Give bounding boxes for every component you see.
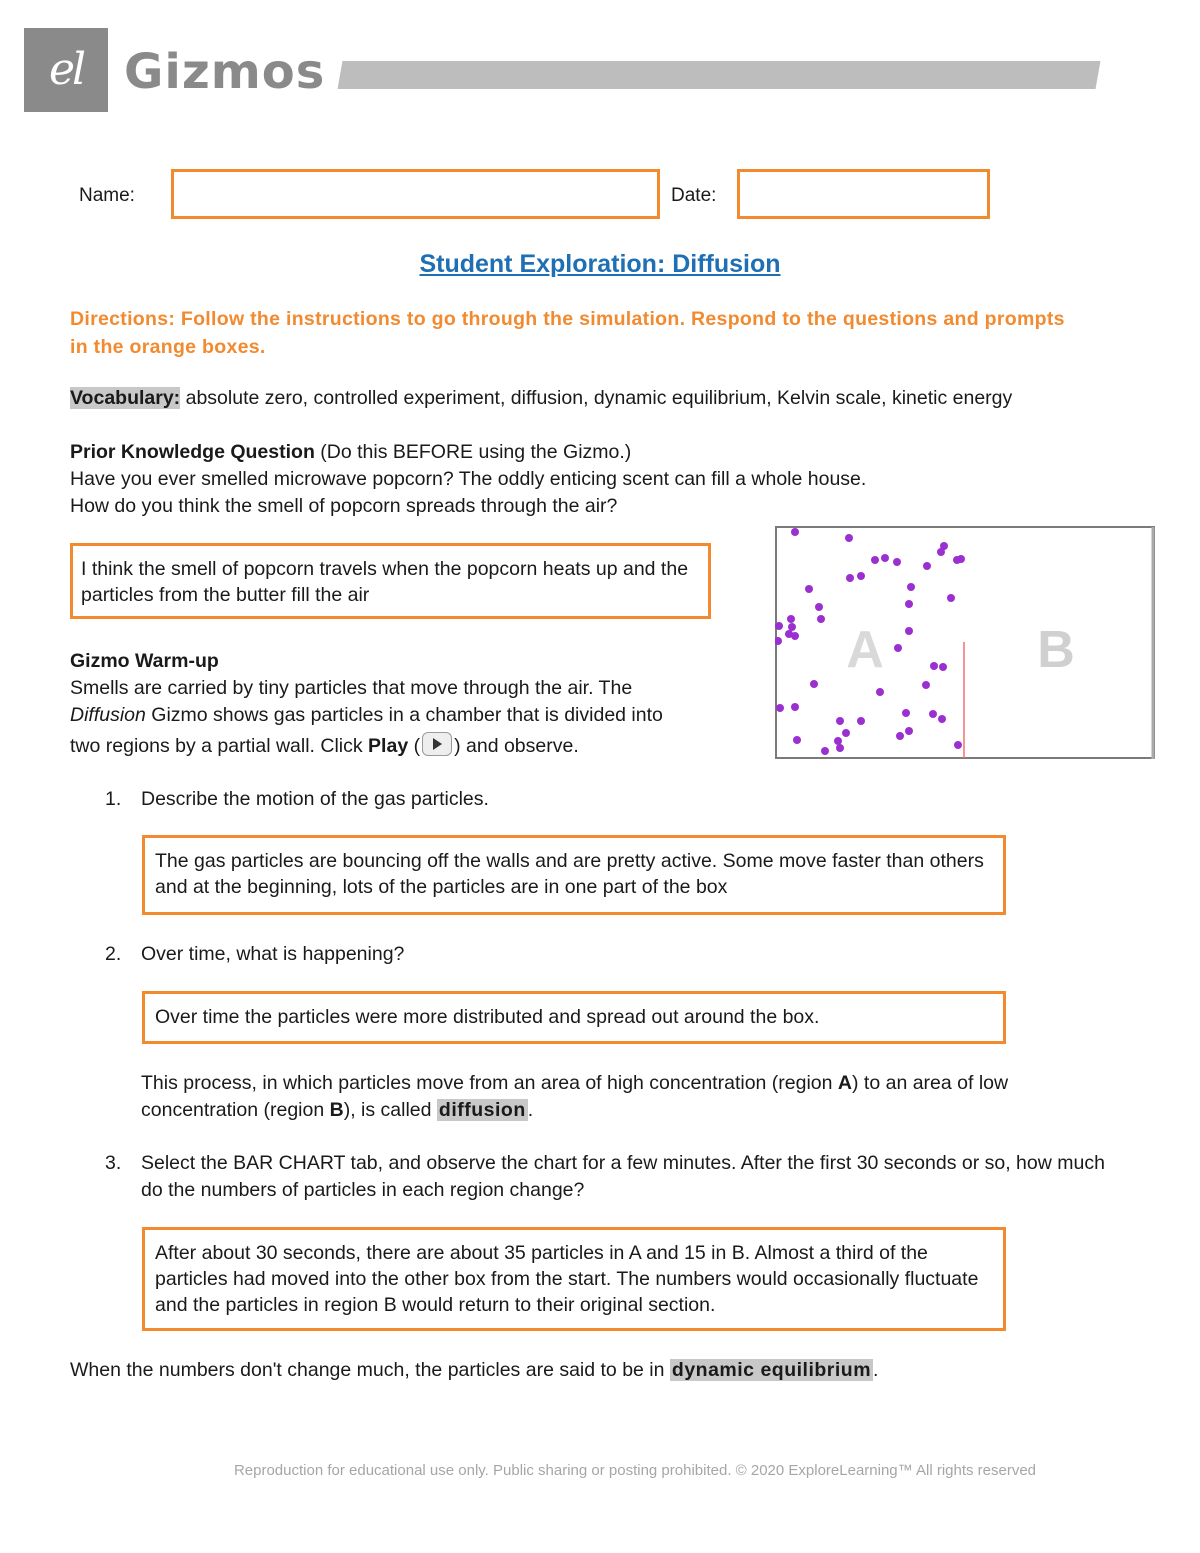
gas-particle: [905, 627, 913, 635]
gas-particle: [905, 600, 913, 608]
vocabulary: [70, 385, 1150, 412]
question-2-answer[interactable]: Over time the particles were more distributed and spread out around the box.: [142, 991, 1006, 1044]
warmup-line2: [70, 702, 750, 729]
gas-particle: [905, 727, 913, 735]
gas-particle: [791, 703, 799, 711]
diffusion-term: diffusion: [438, 1099, 526, 1121]
warmup-line2-rest: Gizmo shows gas particles in a chamber that is divided into: [151, 704, 663, 726]
name-field[interactable]: [171, 169, 660, 219]
gas-particle: [938, 715, 946, 723]
gas-particle: [937, 548, 945, 556]
header-bar: [338, 61, 1101, 89]
question-1-answer[interactable]: The gas particles are bouncing off the walls and are pretty active. Some move faster than others and at the beginning, lots of the particles are in one part of the box: [142, 835, 1006, 915]
gas-particle: [939, 663, 947, 671]
prior-knowledge-answer[interactable]: I think the smell of popcorn travels when the popcorn heats up and the particles from the butter fill the air: [70, 543, 711, 619]
page-title: Student Exploration: Diffusion: [419, 250, 781, 278]
warmup-italic-word: Diffusion: [70, 704, 146, 726]
diffusion-simulation: [775, 526, 1156, 760]
gas-particle: [857, 572, 865, 580]
name-label: Name:: [79, 185, 135, 206]
gas-particle: [776, 704, 784, 712]
gas-particle: [791, 632, 799, 640]
gas-particle: [793, 736, 801, 744]
directions: Directions: Follow the instructions to go through the simulation. Respond to the questions and prompts in the orange boxes.: [70, 308, 1065, 358]
gas-particle: [947, 594, 955, 602]
warmup-line3: two regions by a partial wall. Click Play ( ) and observe.: [70, 732, 750, 760]
warmup-line3-post: ) and observe.: [454, 735, 579, 757]
process-region-b: B: [329, 1099, 344, 1121]
gas-particle: [834, 737, 842, 745]
gas-particle: [836, 744, 844, 752]
gas-particle: [876, 688, 884, 696]
gas-particle: [929, 710, 937, 718]
warmup-heading: Gizmo Warm-up: [70, 650, 219, 672]
gas-particle: [957, 555, 965, 563]
gas-particle: [815, 603, 823, 611]
prior-knowledge-heading: Prior Knowledge Question: [70, 441, 315, 463]
date-field[interactable]: [737, 169, 990, 219]
gas-particle: [787, 615, 795, 623]
gas-particle: [894, 644, 902, 652]
gas-particle: [857, 717, 865, 725]
question-2-number: 2.: [105, 943, 122, 965]
play-word: Play: [368, 735, 409, 757]
region-b-label: B: [1037, 621, 1075, 679]
dynamic-equilibrium-sentence: [70, 1357, 1150, 1384]
question-3-text: Select the BAR CHART tab, and observe the chart for a few minutes. After the first 30 seconds or so, how much do the numbers of particles in each region change?: [141, 1152, 1105, 1201]
prior-knowledge-section: [70, 439, 1150, 520]
vocabulary-terms: absolute zero, controlled experiment, diffusion, dynamic equilibrium, Kelvin scale, kinetic energy: [185, 387, 1013, 409]
question-3-number: 3.: [105, 1152, 122, 1174]
diffusion-definition: [141, 1070, 1111, 1124]
gas-particle: [842, 729, 850, 737]
prior-knowledge-note: (Do this BEFORE using the Gizmo.): [320, 441, 632, 463]
dynamic-equilibrium-term: dynamic equilibrium: [671, 1359, 872, 1381]
vocabulary-label: Vocabulary:: [70, 387, 181, 409]
gas-particle: [871, 556, 879, 564]
gas-particle: [930, 662, 938, 670]
gas-particle: [893, 558, 901, 566]
gas-particle: [788, 623, 796, 631]
equilibrium-post: .: [873, 1359, 879, 1381]
gas-particle: [923, 562, 931, 570]
question-1-text: Describe the motion of the gas particles.: [141, 788, 489, 810]
process-text-3: ), is called: [343, 1099, 432, 1121]
prior-knowledge-line2: How do you think the smell of popcorn spreads through the air?: [70, 495, 618, 517]
gas-particle: [881, 554, 889, 562]
prior-knowledge-line1: Have you ever smelled microwave popcorn? The oddly enticing scent can fill a whole house.: [70, 468, 867, 490]
gas-particle: [922, 681, 930, 689]
gas-particle: [902, 709, 910, 717]
gas-particle: [821, 747, 829, 755]
region-a-label: A: [846, 621, 884, 679]
simulation-frame: [776, 527, 1154, 758]
gas-particle: [805, 585, 813, 593]
question-1-number: 1.: [105, 788, 122, 810]
explorelearning-logo: el: [24, 28, 108, 112]
gas-particle: [791, 528, 799, 536]
process-region-a: A: [837, 1072, 853, 1094]
warmup-line3-pre: two regions by a partial wall. Click: [70, 735, 363, 757]
gas-particle: [775, 622, 783, 630]
play-icon: [422, 732, 452, 756]
gas-particle: [845, 534, 853, 542]
gas-particle: [896, 732, 904, 740]
warmup-line1: Smells are carried by tiny particles that move through the air. The: [70, 677, 633, 699]
gas-particle: [836, 717, 844, 725]
gas-particle: [954, 741, 962, 749]
footer-copyright: Reproduction for educational use only. Public sharing or posting prohibited. © 2020 ExploreLearning™ All rights reserved: [233, 1462, 1037, 1479]
process-text-1: This process, in which particles move from an area of high concentration (region: [141, 1072, 833, 1094]
gizmos-brand: Gizmos: [124, 44, 326, 100]
process-text-2: ) to an area of low concentration (region: [141, 1072, 1009, 1121]
question-3-answer[interactable]: After about 30 seconds, there are about 35 particles in A and 15 in B. Almost a third of the particles had moved into the other box from the start. The numbers would occasionally fluctuate and the particles in region B would return to their original section.: [142, 1227, 1006, 1331]
date-label: Date:: [671, 185, 717, 206]
equilibrium-pre: When the numbers don't change much, the particles are said to be in: [70, 1359, 665, 1381]
gas-particle: [907, 583, 915, 591]
gas-particle: [817, 615, 825, 623]
process-text-4: .: [527, 1099, 534, 1121]
question-2-text: Over time, what is happening?: [141, 943, 405, 965]
gas-particle: [810, 680, 818, 688]
warmup-section: [70, 648, 750, 760]
gas-particle: [846, 574, 854, 582]
